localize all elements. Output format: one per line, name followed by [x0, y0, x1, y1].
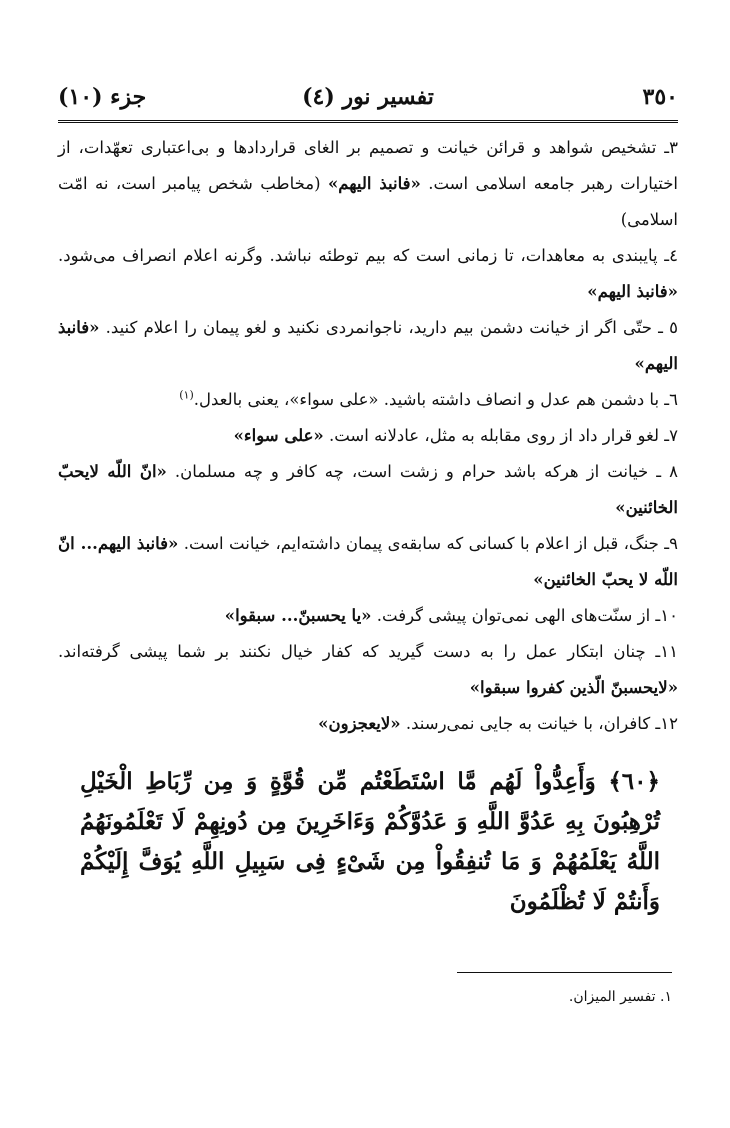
- list-item: ١٢ـ كافران، با خيانت به جايى نمى‌رسند. «لايعجزون»: [318, 714, 678, 733]
- list-item: ١١ـ چنان ابتكار عمل را به دست گيريد كه كفار خيال نكنند بر شما پيشى گرفته‌اند. «لايحسبنّ الّذين كفروا سبقوا»: [58, 642, 678, 697]
- list-item: ٨ ـ خيانت از هركه باشد حرام و زشت است، چه كافر و چه مسلمان. «انّ اللّه لايحبّ الخائنين»: [58, 462, 678, 517]
- quote: «لايحسبنّ الّذين كفروا سبقوا»: [469, 678, 678, 697]
- footnote-rule: [457, 972, 672, 973]
- quote: «فانبذ اليهم»: [587, 282, 678, 301]
- quote: «يا يحسبنّ... سبقوا»: [224, 606, 372, 625]
- quote: «فانبذ اليهم»: [327, 174, 421, 193]
- list-item: ١٠ـ از سنّت‌هاى الهى نمى‌توان پيشى گرفت. «يا يحسبنّ... سبقوا»: [224, 606, 678, 625]
- header-rule: [58, 120, 678, 123]
- list-item: ٣ـ تشخيص شواهد و قرائن خيانت و تصميم بر الغاى قراردادها و بى‌اعتبارى تعهّدات، از اختيارات رهبر جامعه اسلامى است. «فانبذ اليهم» (مخاطب شخص پيامبر است، نه امّت اسلامى): [58, 138, 679, 229]
- list-item: ٧ـ لغو قرار داد از روى مقابله به مثل، عادلانه است. «على سواء»: [233, 426, 678, 445]
- footnote: ١. تفسير الميزان.: [568, 989, 672, 1005]
- quote: «لايعجزون»: [318, 714, 401, 733]
- quote: «انّ اللّه لايحبّ الخائنين»: [58, 462, 678, 517]
- list-item: ٥ ـ حتّى اگر از خيانت دشمن بيم داريد، ناجوانمردى نكنيد و لغو پيمان را اعلام كنيد. «فانبذ اليهم»: [58, 318, 678, 373]
- list-item: ٤ـ پايبندى به معاهدات، تا زمانى است كه بيم توطئه نباشد. وگرنه اعلام انصراف مى‌شود. «فانبذ اليهم»: [58, 246, 678, 301]
- quran-verse: ﴿٦٠﴾ وَأَعِدُّواْ لَهُم مَّا اسْتَطَعْتُم مِّن قُوَّةٍ وَ مِن رِّبَاطِ الْخَيْلِ تُرْهِبُونَ بِهِ عَدُوَّ اللَّهِ وَ عَدُوَّكُمْ وَءَاخَرِينَ مِن دُونِهِمْ لَا تَعْلَمُونَهُمُ اللَّهُ يَعْلَمُهُمْ وَ مَا تُنفِقُواْ مِن شَىْءٍ فِى سَبِيلِ اللَّهِ يُوَفَّ إِلَيْكُمْ وَأَنتُمْ لَا تُظْلَمُونَ: [80, 768, 660, 915]
- quote: «على سواء»: [233, 426, 324, 445]
- running-header: [58, 78, 678, 118]
- book-title: تفسير نور (٤): [302, 84, 434, 110]
- page-number: ٣٥٠: [642, 84, 678, 110]
- quote: «فانبذ اليهم... انّ اللّه لا يحبّ الخائنين»: [58, 534, 678, 589]
- quote: «فانبذ اليهم»: [58, 318, 678, 373]
- list-item: ٩ـ جنگ، قبل از اعلام با كسانى كه سابقه‌ى پيمان داشته‌ايم، خيانت است. «فانبذ اليهم... انّ اللّه لا يحبّ الخائنين»: [58, 534, 678, 589]
- list-item: ٦ـ با دشمن هم عدل و انصاف داشته باشيد. «على سواء»، يعنى بالعدل.$^{(١)}$: [179, 388, 678, 409]
- points-list: [58, 130, 678, 742]
- footnote-ref: (١): [179, 388, 194, 402]
- part-label: جزء (١٠): [58, 84, 147, 110]
